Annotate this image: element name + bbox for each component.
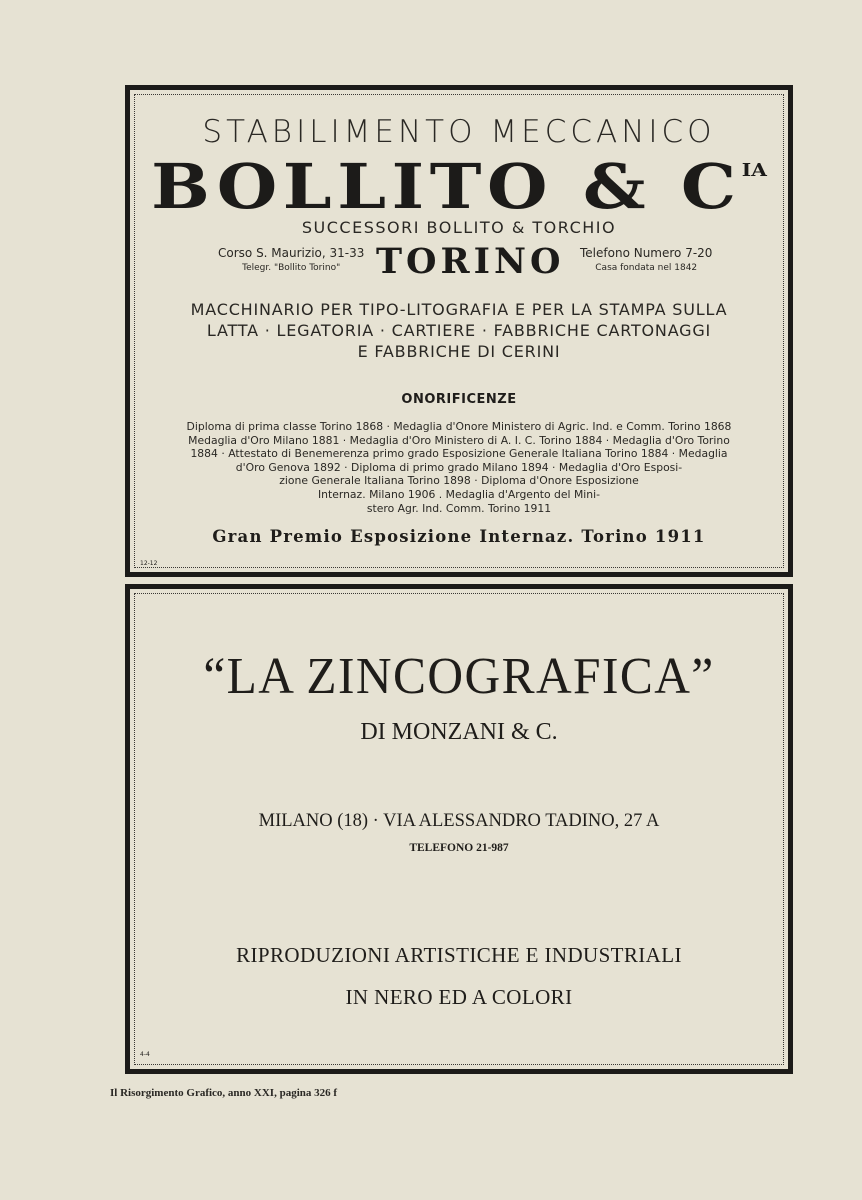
- machinery-text: [130, 299, 788, 362]
- telegraph-line: Telegr. "Bollito Torino": [242, 263, 341, 273]
- phone-block: [580, 246, 712, 273]
- services-line: IN NERO ED A COLORI: [345, 985, 573, 1009]
- honors-text: [130, 420, 788, 515]
- founded-line: Casa fondata nel 1842: [595, 263, 698, 273]
- phone-line: TELEFONO 21-987: [409, 842, 509, 854]
- honors-line: 1884 · Attestato di Benemerenza primo grado Esposizione Generale Italiana Torino 1884 · Medaglia: [190, 447, 728, 461]
- city-name: TORINO: [376, 241, 565, 282]
- company-title: “LA ZINCOGRAFICA”: [203, 648, 715, 705]
- advertisement-zincografica: [125, 584, 793, 1074]
- address-block: [218, 246, 364, 273]
- advertisement-bollito: [125, 85, 793, 577]
- grand-prize-line: Gran Premio Esposizione Internaz. Torino 1911: [212, 527, 706, 546]
- honors-line: Medaglia d'Oro Milano 1881 · Medaglia d'Oro Ministero di A. I. C. Torino 1884 · Medaglia d'Oro Torino: [188, 433, 730, 447]
- address-line: MILANO (18) · VIA ALESSANDRO TADINO, 27 A: [258, 811, 660, 831]
- honors-line: d'Oro Genova 1892 · Diploma di primo grado Milano 1894 · Medaglia d'Oro Esposi-: [235, 460, 683, 474]
- ad-ref-number: 4-4: [140, 1051, 150, 1058]
- machinery-line: MACCHINARIO PER TIPO-LITOGRAFIA E PER LA STAMPA SULLA: [190, 300, 728, 319]
- honors-line: stero Agr. Ind. Comm. Torino 1911: [366, 501, 552, 515]
- honors-heading: ONORIFICENZE: [401, 392, 517, 407]
- phone-line: Telefono Numero 7-20: [580, 246, 713, 260]
- address-line: Corso S. Maurizio, 31-33: [218, 246, 365, 260]
- ad-ref-number: 12-12: [140, 560, 158, 567]
- page-footer: Il Risorgimento Grafico, anno XXI, pagina 326 f: [110, 1087, 338, 1099]
- machinery-line: E FABBRICHE DI CERINI: [357, 342, 561, 361]
- services-line: RIPRODUZIONI ARTISTICHE E INDUSTRIALI: [236, 943, 682, 967]
- company-owner: DI MONZANI & C.: [360, 719, 558, 745]
- successors-line: SUCCESSORI BOLLITO & TORCHIO: [301, 218, 617, 237]
- ad-heading: STABILIMENTO MECCANICO: [202, 114, 716, 150]
- honors-line: zione Generale Italiana Torino 1898 · Diploma d'Onore Esposizione: [279, 474, 639, 488]
- honors-line: Diploma di prima classe Torino 1868 · Medaglia d'Onore Ministero di Agric. Ind. e Comm. Torino 1868: [186, 420, 732, 433]
- honors-line: Internaz. Milano 1906 . Medaglia d'Argento del Mini-: [317, 487, 601, 501]
- machinery-line: LATTA · LEGATORIA · CARTIERE · FABBRICHE CARTONAGGI: [206, 321, 712, 340]
- company-name: BOLLITO & $C^{IA}$: [151, 150, 767, 223]
